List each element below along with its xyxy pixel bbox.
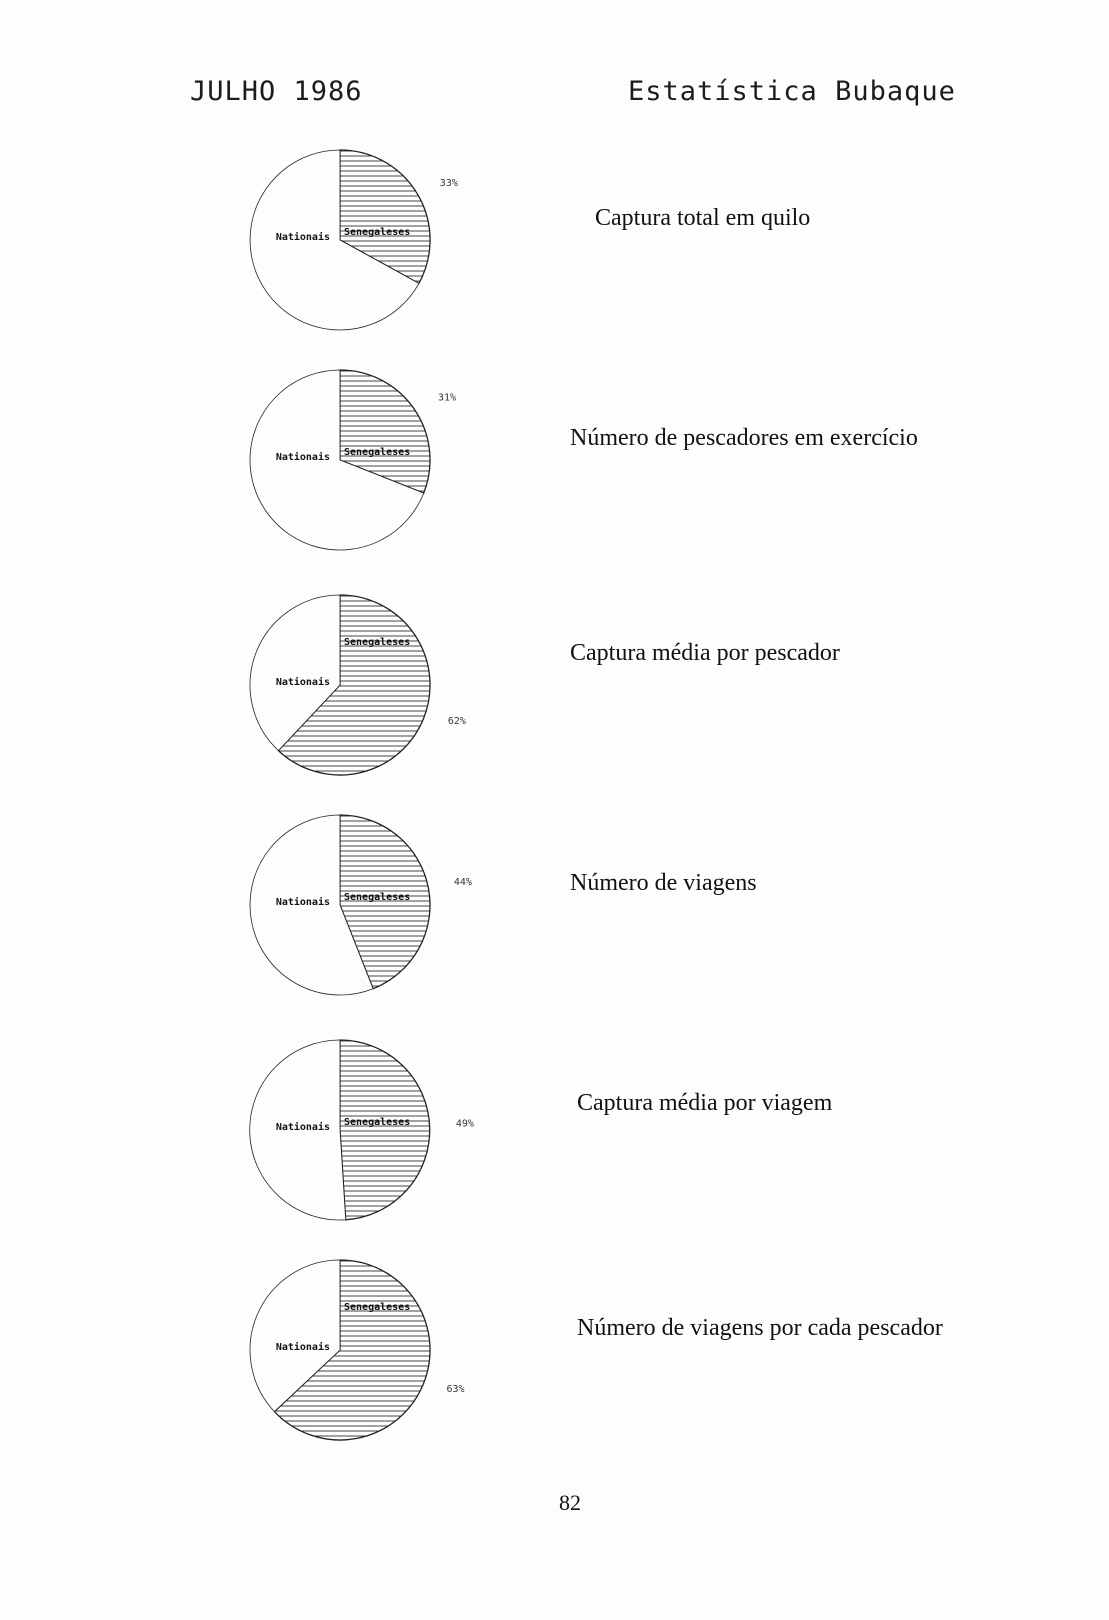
pie-slice-senegaleses — [340, 1040, 430, 1220]
pie-block-3 — [0, 590, 1109, 820]
pie-title: Número de viagens por cada pescador — [577, 1315, 943, 1341]
pie-category-label: Nationais — [275, 232, 330, 243]
pie-title: Captura média por viagem — [577, 1090, 833, 1116]
pie-category-label: Senegaleses — [344, 1302, 411, 1313]
pie-chart-4 — [180, 810, 500, 1040]
pie-pct-label: 63% — [446, 1384, 465, 1396]
pie-category-label: Senegaleses — [344, 1117, 411, 1128]
pie-block-4 — [0, 810, 1109, 1040]
header-date: JULHO 1986 — [190, 76, 363, 107]
pie-title: Número de viagens — [570, 870, 757, 896]
pie-block-1 — [0, 145, 1109, 375]
pie-pct-label: 33% — [439, 178, 458, 189]
pie-category-label: Senegaleses — [344, 892, 411, 903]
pie-chart-6 — [180, 1255, 500, 1485]
page-number: 82 — [559, 1490, 581, 1515]
pie-title: Número de pescadores em exercício — [570, 425, 918, 451]
pie-category-label: Senegaleses — [344, 637, 411, 648]
header-title: Estatística Bubaque — [628, 76, 956, 107]
pie-category-label: Nationais — [275, 897, 330, 908]
pie-chart-1 — [180, 145, 500, 375]
pie-category-label: Nationais — [275, 1342, 330, 1353]
pie-pct-label: 44% — [453, 877, 472, 889]
pie-title: Captura média por pescador — [570, 640, 840, 666]
pie-pct-label: 62% — [447, 716, 466, 727]
pie-title: Captura total em quilo — [595, 205, 811, 231]
pie-chart-3 — [180, 590, 500, 820]
pie-category-label: Senegaleses — [344, 227, 411, 238]
pie-category-label: Nationais — [275, 452, 330, 463]
pie-chart-2 — [180, 365, 500, 595]
pie-pct-label: 49% — [455, 1118, 474, 1130]
pie-block-2 — [0, 365, 1109, 595]
pie-block-5 — [0, 1035, 1109, 1265]
pie-category-label: Nationais — [275, 677, 330, 688]
pie-chart-5 — [180, 1035, 500, 1265]
pie-category-label: Senegaleses — [344, 447, 411, 458]
pie-block-6 — [0, 1255, 1109, 1485]
pie-category-label: Nationais — [275, 1122, 330, 1133]
pie-pct-label: 31% — [438, 392, 457, 404]
